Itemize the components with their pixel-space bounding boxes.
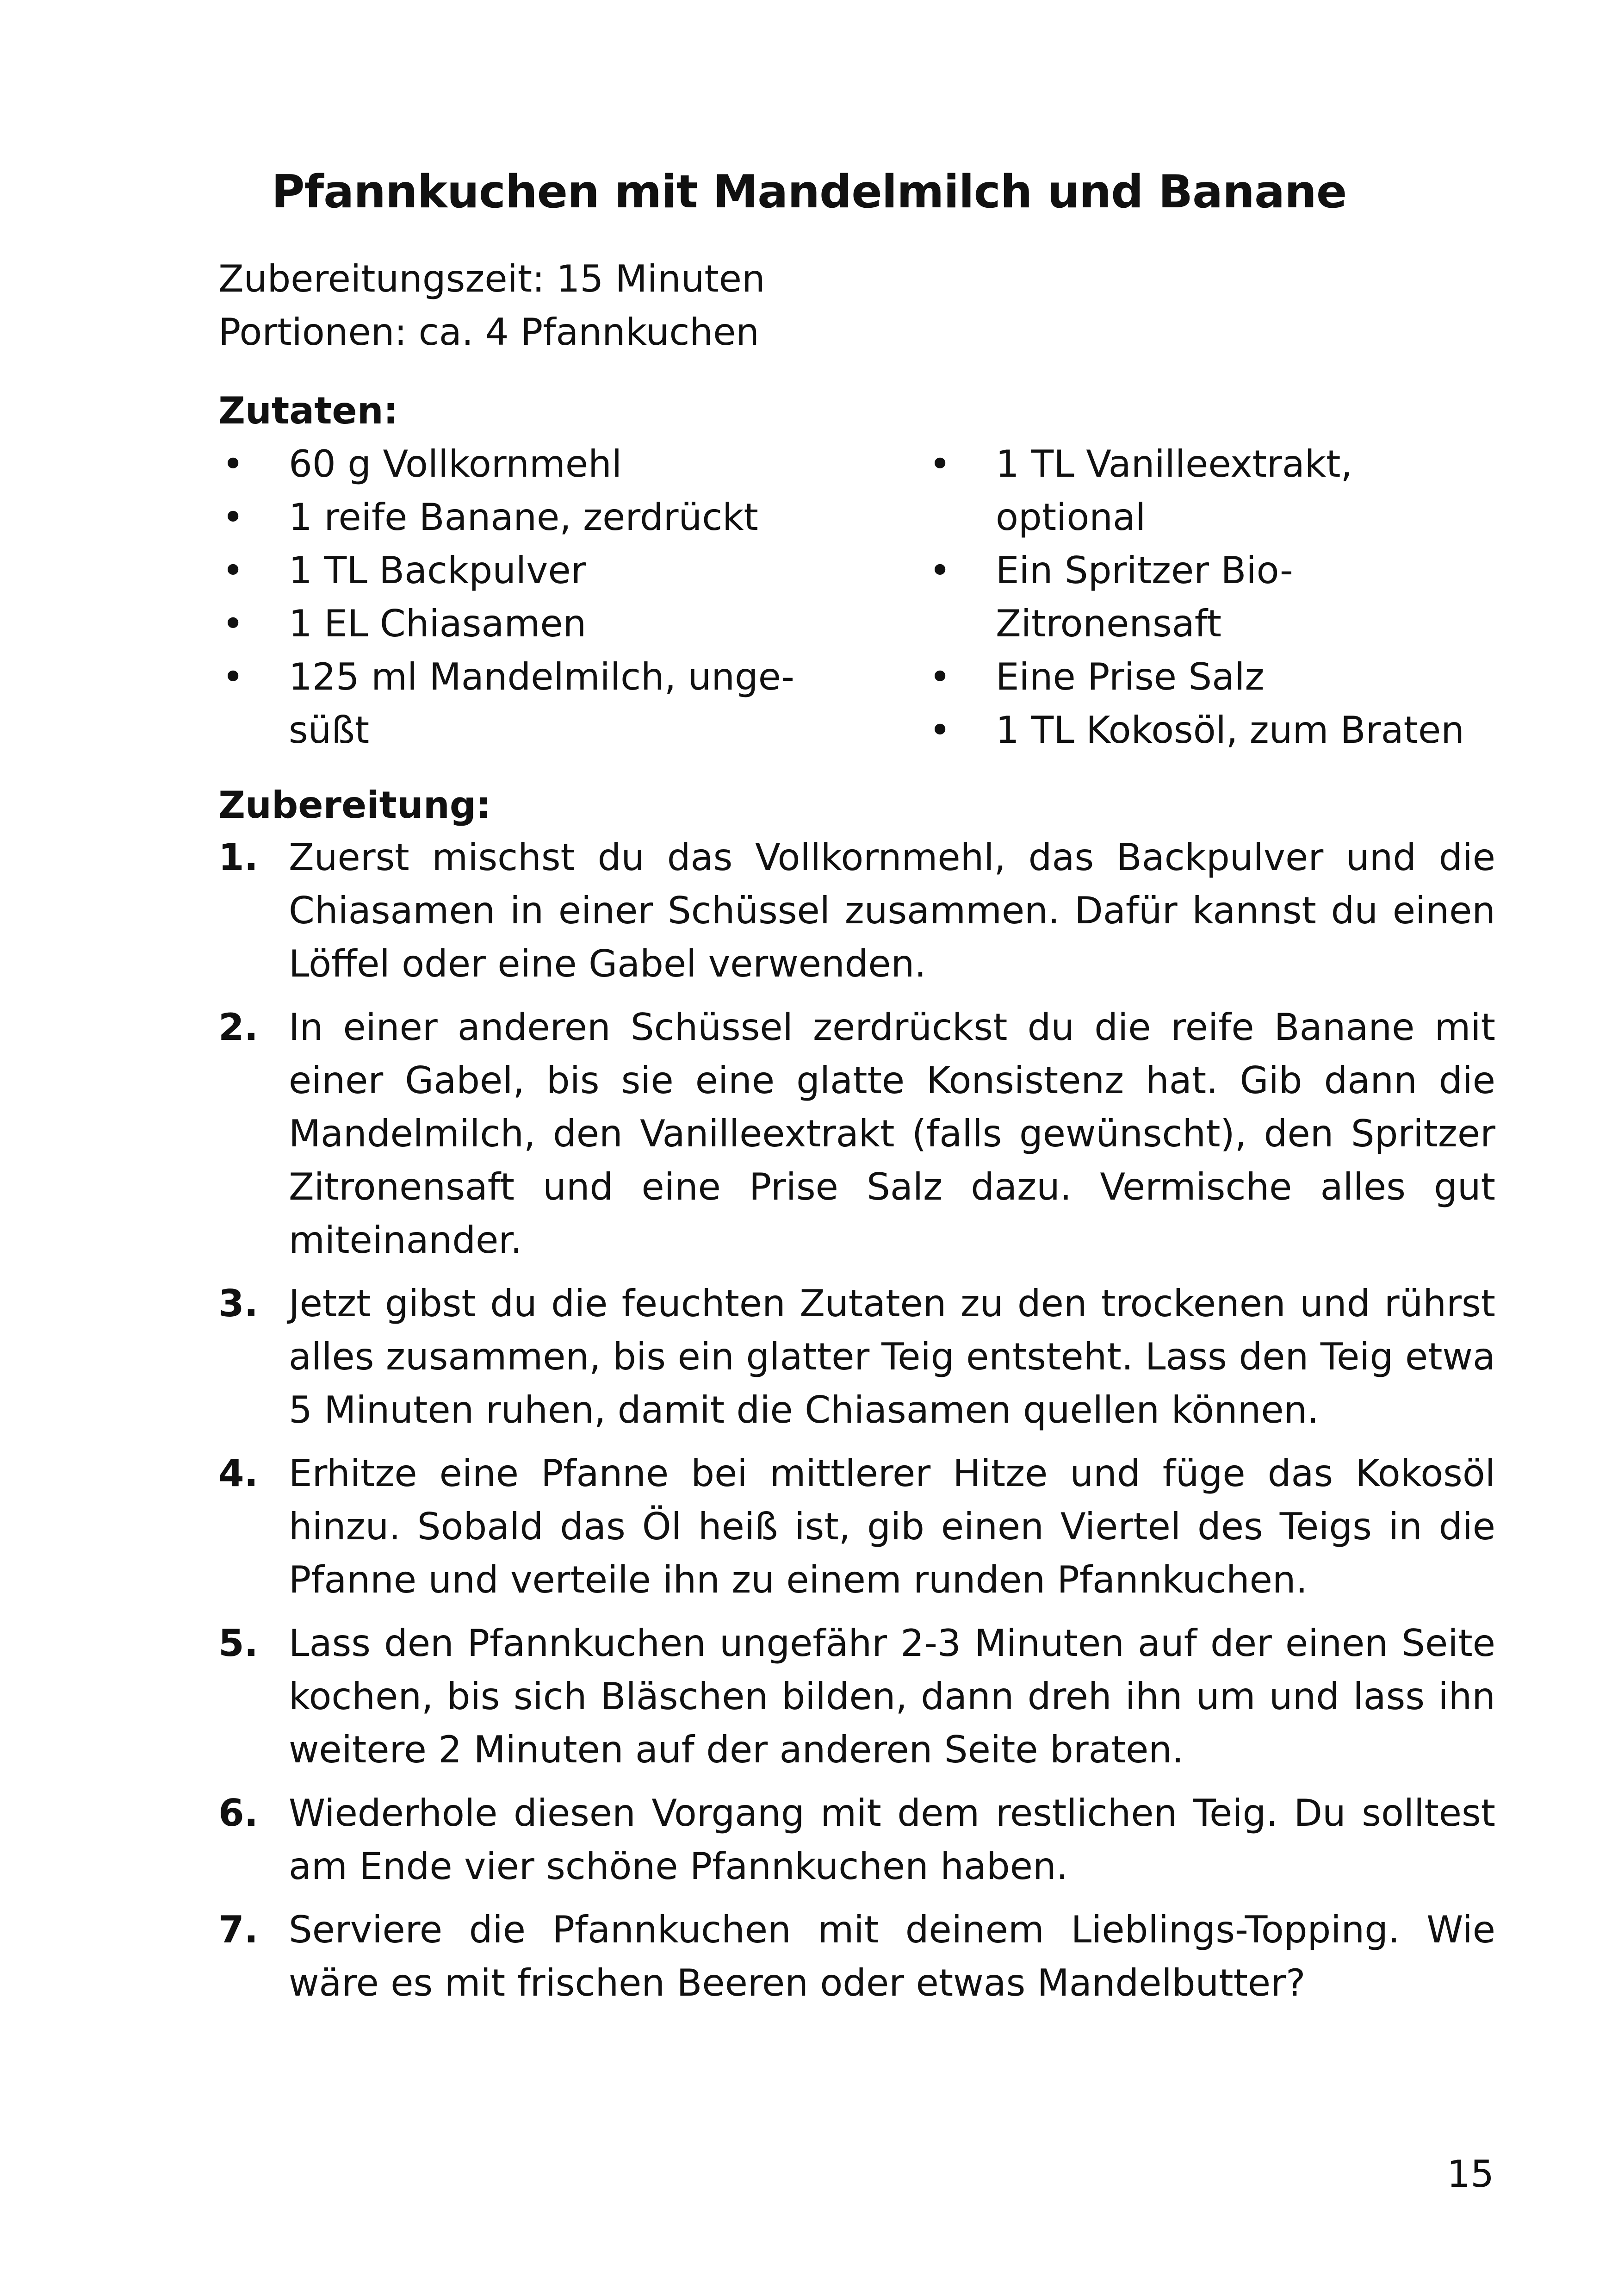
- step-number: 2.: [218, 1006, 259, 1049]
- ingredient-item: [925, 544, 1504, 650]
- ingredient-item: [925, 703, 1504, 757]
- step-item: [218, 1277, 1495, 1437]
- bullet-icon: •: [929, 549, 951, 592]
- bullet-icon: •: [222, 655, 244, 698]
- step-item: [218, 1001, 1495, 1267]
- ingredient-text: Ein Spritzer Bio-Zitronensaft: [996, 549, 1293, 645]
- bullet-icon: •: [222, 496, 244, 539]
- ingredient-text: 1 EL Chiasamen: [289, 602, 587, 645]
- ingredient-item: [218, 491, 797, 544]
- recipe-meta: [218, 252, 765, 359]
- step-number: 3.: [218, 1282, 259, 1325]
- ingredient-item: [218, 544, 797, 597]
- step-number: 6.: [218, 1792, 259, 1835]
- step-item: [218, 831, 1495, 990]
- bullet-icon: •: [929, 709, 951, 752]
- step-text: Zuerst mischst du das Vollkornmehl, das Backpulver und die Chiasamen in einer Schüssel zusammen. Dafür kannst du einen Löffel oder eine Gabel verwenden.: [289, 836, 1495, 985]
- ingredients-list-right: [925, 437, 1504, 757]
- step-item: [218, 1617, 1495, 1776]
- ingredients-heading: Zutaten:: [218, 389, 398, 432]
- step-item: [218, 1903, 1495, 2010]
- preparation-steps: [218, 831, 1495, 2020]
- ingredient-item: [218, 597, 797, 650]
- step-text: Lass den Pfannkuchen ungefähr 2-3 Minuten auf der einen Seite kochen, bis sich Bläschen bilden, dann dreh ihn um und lass ihn weitere 2 Minuten auf der anderen Seite braten.: [289, 1622, 1495, 1771]
- ingredient-item: [218, 437, 797, 491]
- ingredients-list-left: [218, 437, 797, 757]
- ingredient-text: 125 ml Mandelmilch, ungesüßt: [289, 655, 794, 752]
- step-number: 1.: [218, 836, 259, 879]
- step-text: Erhitze eine Pfanne bei mittlerer Hitze und füge das Kokosöl hinzu. Sobald das Öl heiß ist, gib einen Viertel des Teigs in die Pfanne und verteile ihn zu einem runden Pfannkuchen.: [289, 1452, 1495, 1601]
- step-number: 4.: [218, 1452, 259, 1495]
- step-text: Serviere die Pfannkuchen mit deinem Lieblings-Topping. Wie wäre es mit frischen Beeren oder etwas Mandelbutter?: [289, 1908, 1495, 2004]
- ingredient-text: Eine Prise Salz: [996, 655, 1265, 698]
- prep-time: Zubereitungszeit: 15 Minuten: [218, 257, 765, 300]
- ingredient-text: 1 TL Kokosöl, zum Braten: [996, 709, 1464, 752]
- ingredient-text: 1 TL Vanilleextrakt, optional: [996, 442, 1352, 539]
- step-number: 7.: [218, 1908, 259, 1951]
- step-text: In einer anderen Schüssel zerdrückst du die reife Banane mit einer Gabel, bis sie eine glatte Konsistenz hat. Gib dann die Mandelmilch, den Vanilleextrakt (falls gewünscht), den Spritzer Zitronensaft und eine Prise Salz dazu. Vermische alles gut miteinander.: [289, 1006, 1495, 1262]
- bullet-icon: •: [929, 442, 951, 485]
- ingredient-text: 1 reife Banane, zerdrückt: [289, 496, 758, 539]
- preparation-heading: Zubereitung:: [218, 784, 491, 827]
- bullet-icon: •: [929, 655, 951, 698]
- ingredient-text: 60 g Vollkornmehl: [289, 442, 622, 485]
- step-text: Wiederhole diesen Vorgang mit dem restlichen Teig. Du solltest am Ende vier schöne Pfannkuchen haben.: [289, 1792, 1495, 1888]
- step-item: [218, 1447, 1495, 1606]
- ingredient-item: [925, 437, 1504, 544]
- bullet-icon: •: [222, 549, 244, 592]
- servings: Portionen: ca. 4 Pfannkuchen: [218, 311, 759, 354]
- step-number: 5.: [218, 1622, 259, 1665]
- ingredient-item: [925, 650, 1504, 703]
- step-item: [218, 1786, 1495, 1893]
- ingredient-item: [218, 650, 797, 757]
- recipe-title: Pfannkuchen mit Mandelmilch und Banane: [271, 166, 1347, 218]
- step-text: Jetzt gibst du die feuchten Zutaten zu den trockenen und rührst alles zusammen, bis ein glatter Teig entsteht. Lass den Teig etwa 5 Minuten ruhen, damit die Chiasamen quellen können.: [289, 1282, 1495, 1431]
- ingredient-text: 1 TL Backpulver: [289, 549, 586, 592]
- page-number: 15: [1447, 2153, 1494, 2196]
- bullet-icon: •: [222, 442, 244, 485]
- bullet-icon: •: [222, 602, 244, 645]
